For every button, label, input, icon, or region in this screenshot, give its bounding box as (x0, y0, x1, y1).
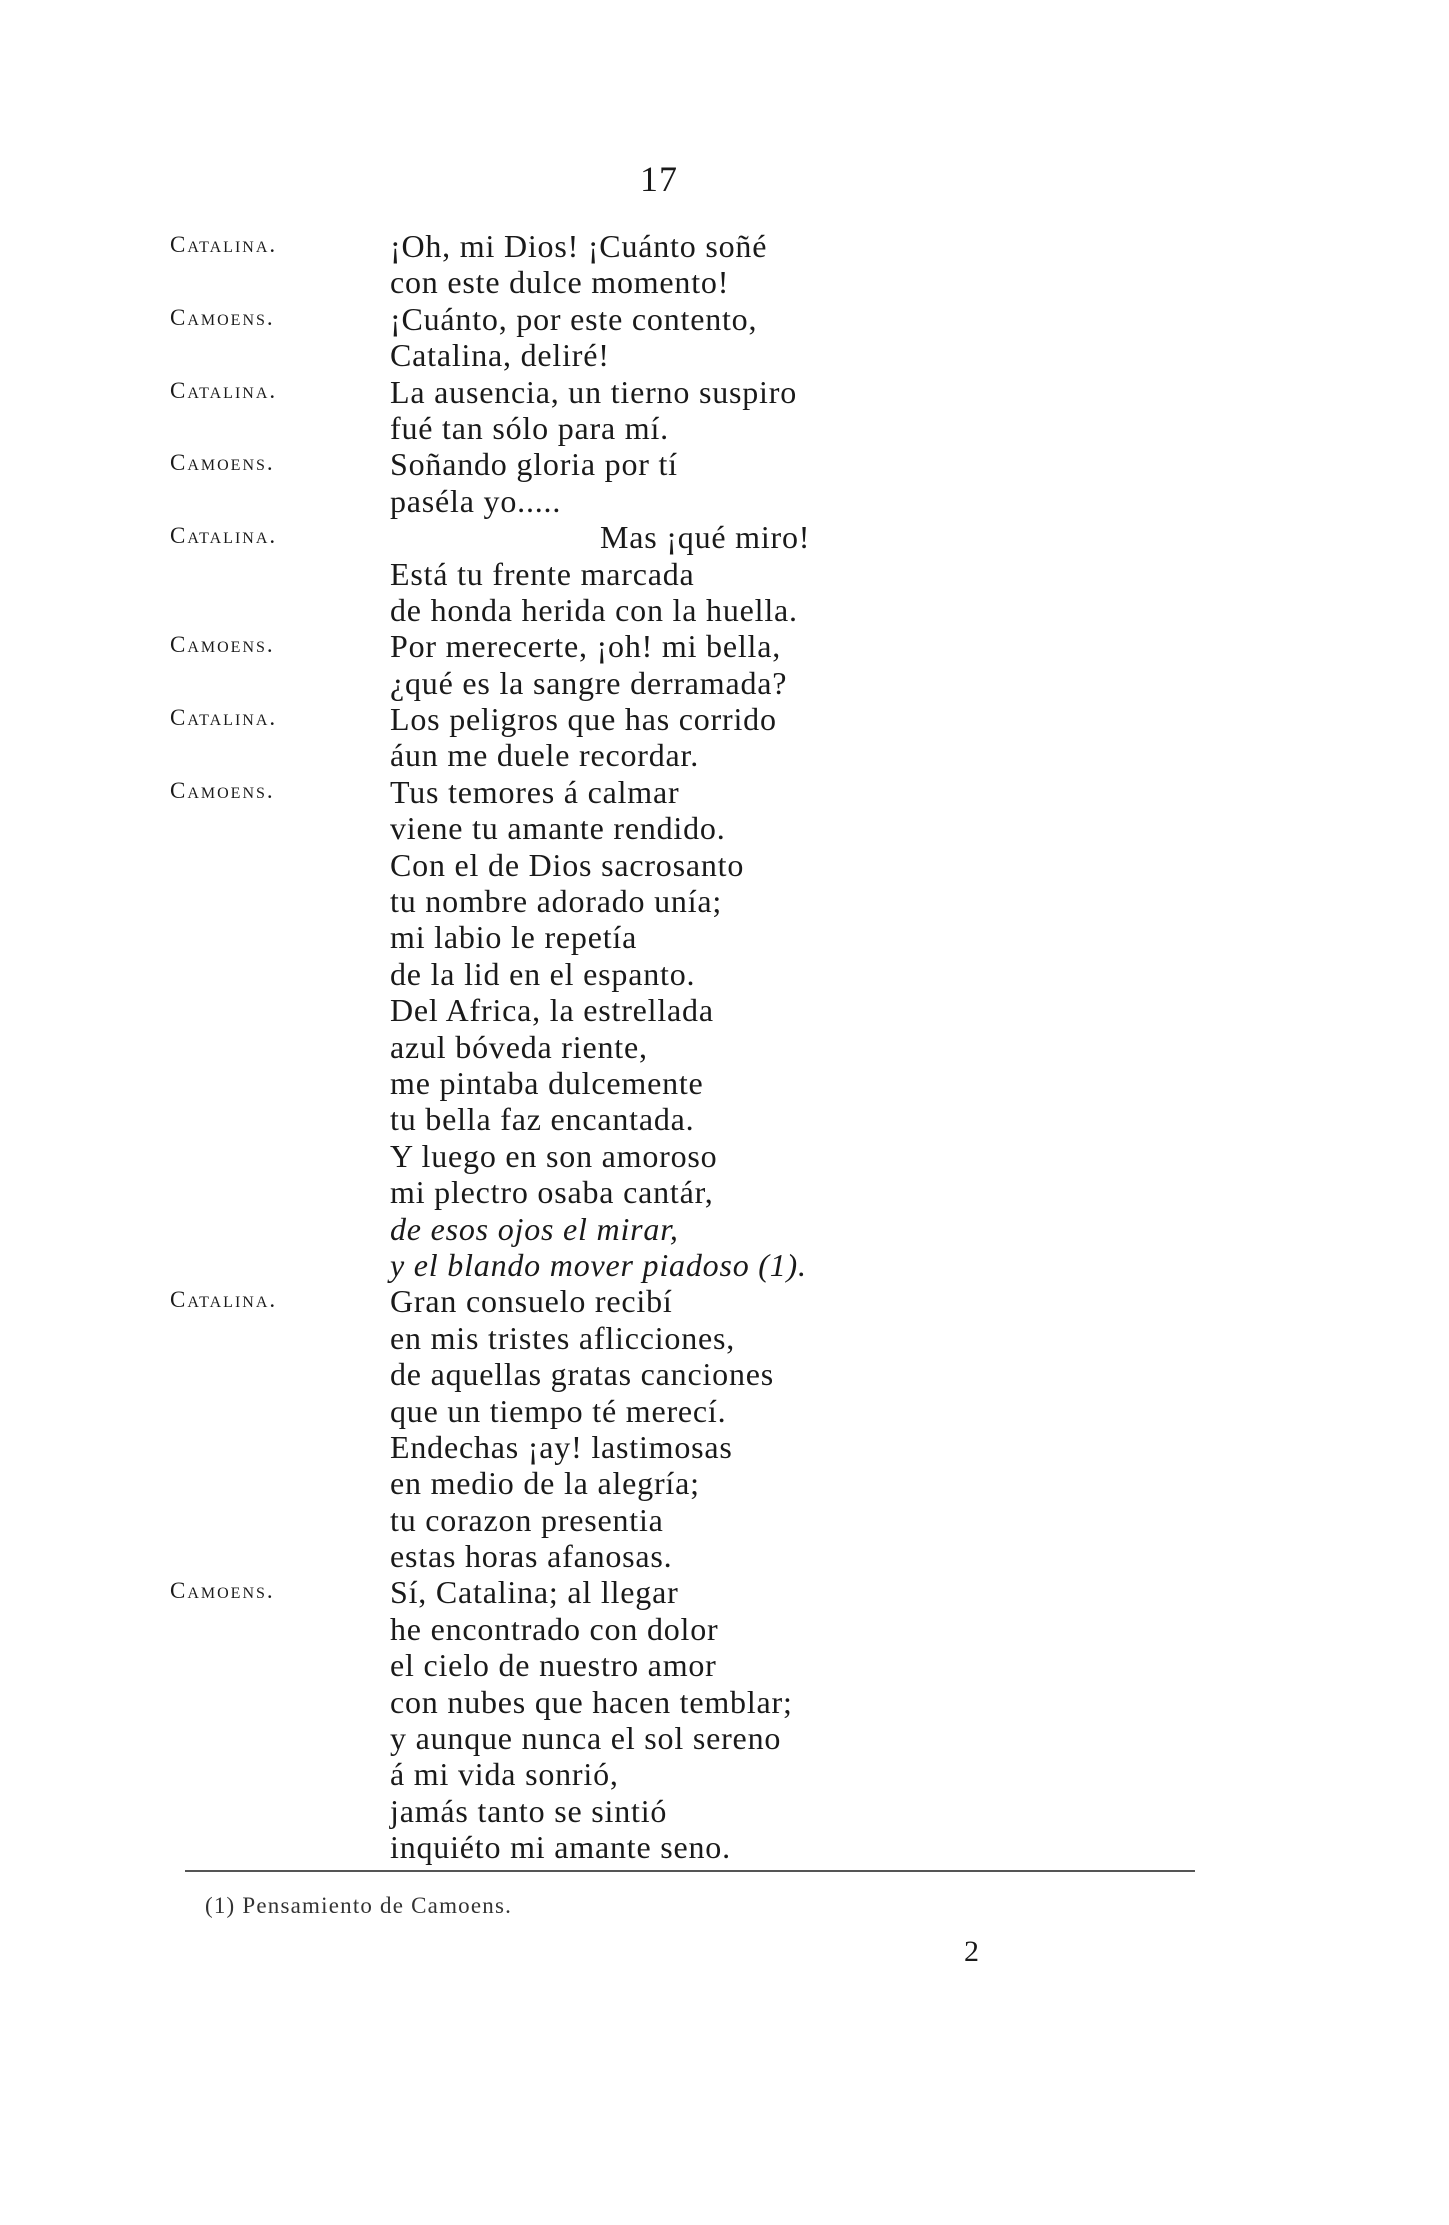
dialogue (0, 228, 1449, 1866)
verse-line: tu nombre adorado unía; (390, 883, 723, 920)
verse-line: de la lid en el espanto. (390, 955, 696, 992)
verse-line: jamás tanto se sintió (390, 1792, 668, 1829)
verse-line: con nubes que hacen temblar; (390, 1683, 793, 1720)
verse-line: Y luego en son amoroso (390, 1137, 718, 1174)
speech (0, 446, 1449, 519)
verse-line: inquiéto mi amante seno. (390, 1829, 731, 1866)
page-number: 17 (640, 159, 678, 199)
verse-line: Por merecerte, ¡oh! mi bella, (390, 628, 782, 665)
footnote: (1) Pensamiento de Camoens. (205, 1893, 513, 1918)
verse-line: Del Africa, la estrellada (390, 992, 714, 1029)
verse-line: mi plectro osaba cantár, (390, 1174, 714, 1211)
verse-line: á mi vida sonrió, (390, 1756, 619, 1793)
verse-line: y el blando mover piadoso (1). (390, 1246, 807, 1283)
verse-line: mi labio le repetía (390, 919, 638, 956)
speech (0, 628, 1449, 701)
speaker-name: Camoens. (170, 632, 275, 658)
speech (0, 374, 1449, 447)
verse-line: el cielo de nuestro amor (390, 1647, 717, 1684)
speaker-name: Camoens. (170, 1578, 275, 1604)
speaker-name: Camoens. (170, 304, 275, 330)
verse-line: Gran consuelo recibí (390, 1283, 673, 1320)
verse-line: paséla yo..... (390, 482, 562, 519)
verse-line: con este dulce momento! (390, 264, 730, 301)
verse-line: de aquellas gratas canciones (390, 1356, 775, 1393)
verse-line: fué tan sólo para mí. (390, 409, 669, 446)
verse-line: Los peligros que has corrido (390, 701, 777, 738)
verse-line: Tus temores á calmar (390, 773, 680, 810)
verse-line: y aunque nunca el sol sereno (390, 1720, 782, 1757)
verse-line: Soñando gloria por tí (390, 446, 678, 483)
verse-line: áun me duele recordar. (390, 737, 700, 774)
speaker-name: Catalina. (170, 377, 278, 403)
speech (0, 228, 1449, 301)
speech (0, 1283, 1449, 1574)
speaker-name: Camoens. (170, 450, 275, 476)
speaker-name: Catalina. (170, 1287, 278, 1313)
verse-line: que un tiempo té merecí. (390, 1392, 727, 1429)
verse-line: Mas ¡qué miro! (600, 519, 811, 556)
verse-line: en mis tristes aflicciones, (390, 1319, 736, 1356)
speaker-name: Camoens. (170, 777, 275, 803)
verse-line: Endechas ¡ay! lastimosas (390, 1428, 733, 1465)
verse-line: de esos ojos el mirar, (390, 1210, 679, 1247)
verse-line: estas horas afanosas. (390, 1538, 673, 1575)
verse-line: Sí, Catalina; al llegar (390, 1574, 679, 1611)
verse-line: Está tu frente marcada (390, 555, 695, 592)
speaker-name: Catalina. (170, 232, 278, 257)
speaker-name: Catalina. (170, 705, 278, 731)
verse-line: ¡Oh, mi Dios! ¡Cuánto soñé (390, 228, 768, 264)
verse-line: ¡Cuánto, por este contento, (390, 300, 758, 337)
verse-line: en medio de la alegría; (390, 1465, 700, 1502)
verse-line: de honda herida con la huella. (390, 591, 798, 628)
verse-line: La ausencia, un tierno suspiro (390, 373, 797, 410)
verse-line: azul bóveda riente, (390, 1028, 648, 1065)
speech (0, 519, 1449, 628)
speech (0, 1574, 1449, 1865)
speech (0, 774, 1449, 1283)
speaker-name: Catalina. (170, 523, 278, 549)
footnote-rule (185, 1870, 1195, 1872)
speech (0, 301, 1449, 374)
verse-line: me pintaba dulcemente (390, 1064, 704, 1101)
verse-line: tu bella faz encantada. (390, 1101, 695, 1138)
verse-line: Con el de Dios sacrosanto (390, 846, 745, 883)
speech (0, 701, 1449, 774)
verse-line: he encontrado con dolor (390, 1610, 719, 1647)
verse-line: ¿qué es la sangre derramada? (390, 664, 788, 701)
verse-line: Catalina, deliré! (390, 337, 610, 374)
signature-mark: 2 (964, 1935, 979, 1968)
verse-line: tu corazon presentia (390, 1501, 664, 1538)
verse-line: viene tu amante rendido. (390, 810, 726, 847)
